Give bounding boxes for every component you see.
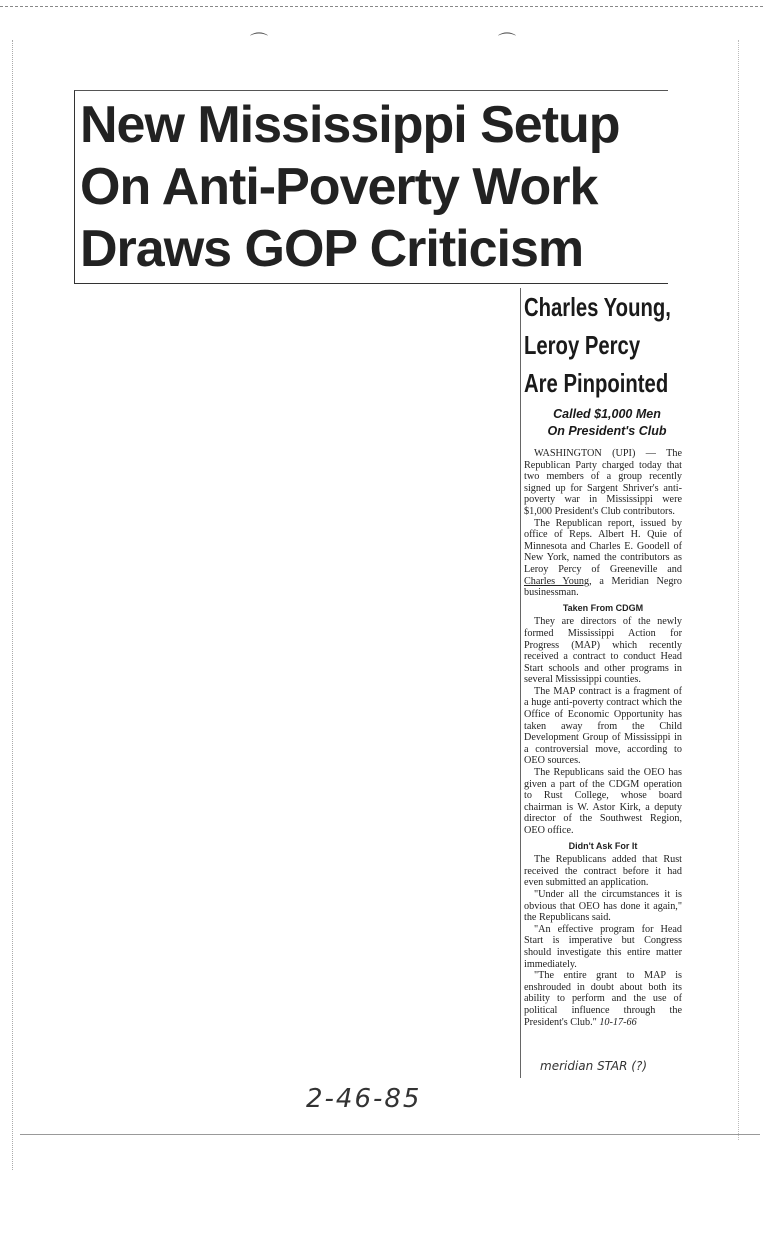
paragraph-text: "The entire grant to MAP is enshrouded in doubt about both its ability to perform and the use of political influence through the President's Club."	[524, 970, 682, 1028]
subheadline-line: Charles Young,	[524, 292, 671, 322]
deck-line: On President's Club	[547, 424, 667, 438]
paragraph: The MAP contract is a fragment of a huge anti-poverty contract which the Office of Economic Opportunity has taken away from the Child Development Group of Mississippi in a controversial move, according to OEO sources.	[524, 685, 682, 767]
handwritten-file-number: 2-46-85	[306, 1084, 422, 1114]
paragraph: "Under all the circumstances it is obvious that OEO has done it again," the Republicans said.	[524, 888, 682, 924]
scan-edge-left	[12, 40, 13, 1170]
paragraph: They are directors of the newly formed Mississippi Action for Progress (MAP) which recently received a contract to conduct Head Start schools and other programs in several Mississippi counties.	[524, 616, 682, 686]
crosshead: Didn't Ask For It	[568, 840, 638, 851]
scan-edge-top	[0, 6, 763, 7]
handwritten-source: meridian STAR (?)	[540, 1059, 648, 1073]
paragraph	[524, 518, 682, 599]
scan-edge-bottom	[20, 1134, 760, 1135]
underlined-name: Charles Young	[524, 575, 590, 587]
punch-mark-icon: ⌒	[250, 32, 268, 53]
deck-line: Called $1,000 Men	[553, 407, 661, 421]
paragraph-text: The Republican report, issued by office of Reps. Albert H. Quie of Minnesota and Charles E. Goodell of New York, named the contributors as Leroy Percy of Greeneville and	[524, 517, 682, 575]
subheadline	[524, 288, 672, 402]
handwritten-date: 10-17-66	[599, 1016, 637, 1028]
subheadline-line: Leroy Percy	[524, 330, 641, 360]
crosshead: Taken From CDGM	[562, 602, 644, 613]
paragraph: The Republicans said the OEO has given a part of the CDGM operation to Rust College, whose board chairman is W. Astor Kirk, a deputy director of the Southwest Region, OEO office.	[524, 767, 682, 836]
headline-line: On Anti-Poverty Work	[80, 158, 598, 216]
article-body	[524, 448, 682, 1028]
headline-line: New Mississippi Setup	[80, 96, 620, 154]
paragraph: "An effective program for Head Start is imperative but Congress should investigate this entire matter immediately.	[524, 923, 682, 970]
paragraph: WASHINGTON (UPI) — The Republican Party charged today that two members of a group recently signed up for Sargent Shriver's anti-poverty war in Mississippi were $1,000 President's Club contributors.	[524, 448, 682, 517]
paragraph-text: , a Meridian Negro businessman.	[524, 575, 682, 599]
paragraph: The Republicans added that Rust received the contract before it had even submitted an application.	[524, 854, 682, 889]
scan-edge-right	[738, 40, 739, 1140]
deck	[532, 406, 682, 440]
headline	[80, 94, 670, 280]
column-rule	[520, 288, 521, 1078]
punch-mark-icon: ⌒	[498, 32, 516, 53]
subheadline-line: Are Pinpointed	[524, 368, 669, 398]
paragraph	[524, 970, 682, 1028]
headline-line: Draws GOP Criticism	[80, 220, 584, 278]
